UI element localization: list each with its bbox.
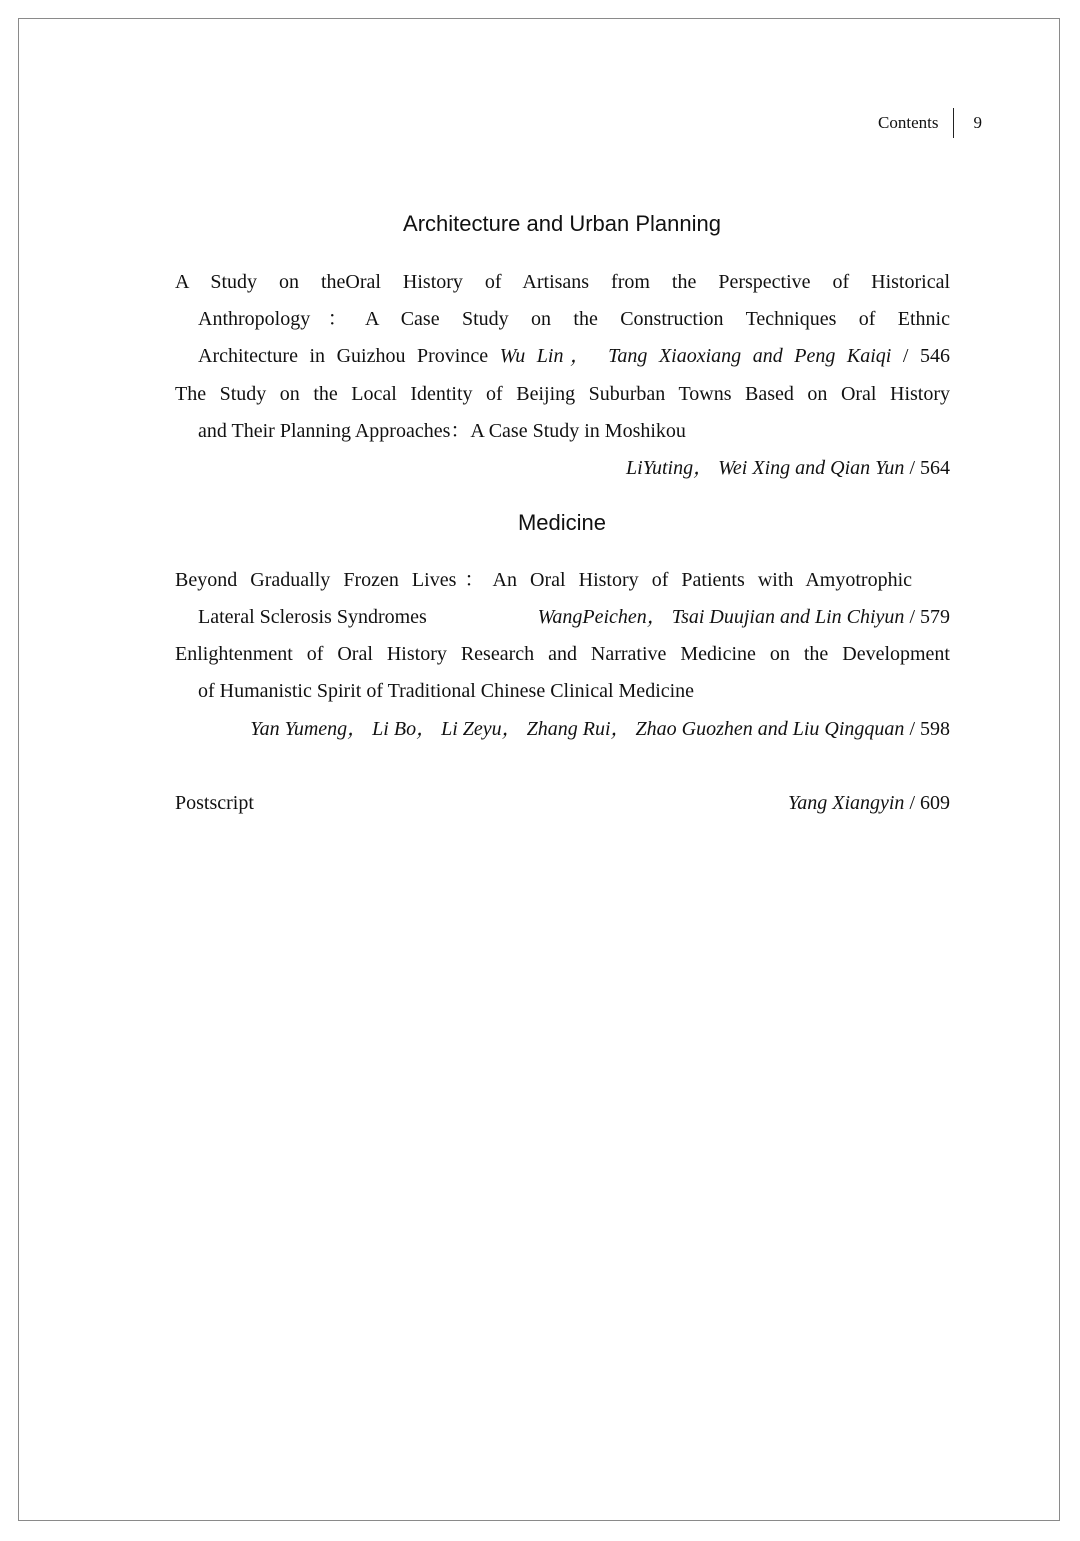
toc-entry-title-line: Beyond Gradually Frozen Lives：An Oral History of Patients with Amyotrophic bbox=[175, 569, 912, 591]
running-head-label: Contents bbox=[878, 113, 939, 132]
page-separator: / bbox=[891, 345, 921, 367]
toc-entry-title-line: Lateral Sclerosis Syndromes bbox=[198, 606, 427, 628]
section-heading-medicine: Medicine bbox=[517, 510, 607, 535]
toc-entry-last-line bbox=[198, 604, 950, 630]
toc-entry-authors: Yan Yumeng， Li Bo， Li Zeyu， Zhang Rui， Zhao Guozhen and Liu Qingquan bbox=[250, 718, 905, 740]
toc-entry-title-line: of Humanistic Spirit of Traditional Chinese Clinical Medicine bbox=[198, 680, 695, 702]
toc-entry-byline bbox=[175, 716, 950, 742]
toc-entry-title-line: Architecture in Guizhou Province bbox=[198, 345, 489, 367]
toc-entry-title-line: Anthropology：A Case Study on the Construction Techniques of Ethnic bbox=[198, 308, 950, 330]
toc-entry-title-line: Enlightenment of Oral History Research and Narrative Medicine on the Development bbox=[175, 643, 950, 665]
toc-entry-last-line bbox=[198, 343, 950, 369]
toc-postscript bbox=[175, 790, 950, 816]
toc-entry-page: 546 bbox=[920, 345, 951, 367]
page-separator: / bbox=[904, 792, 920, 814]
toc-entry-byline bbox=[175, 455, 950, 481]
page-separator: / bbox=[904, 457, 920, 479]
postscript-title: Postscript bbox=[175, 792, 254, 814]
toc-entry-page: 598 bbox=[920, 718, 950, 740]
page-frame bbox=[18, 18, 1060, 1521]
page-separator: / bbox=[904, 718, 920, 740]
section-heading-architecture: Architecture and Urban Planning bbox=[403, 211, 721, 236]
toc-entry-authors: LiYuting， Wei Xing and Qian Yun bbox=[626, 457, 905, 479]
running-head bbox=[878, 108, 982, 138]
page-number: 9 bbox=[973, 113, 982, 132]
postscript-authors: Yang Xiangyin bbox=[787, 792, 905, 814]
toc-entry-page: 579 bbox=[920, 606, 950, 628]
toc-entry-title-line: The Study on the Local Identity of Beijing Suburban Towns Based on Oral History bbox=[175, 383, 950, 405]
toc-entry-authors: WangPeichen， Tsai Duujian and Lin Chiyun bbox=[537, 606, 905, 628]
toc-entry-title-line: A Study on theOral History of Artisans from the Perspective of Historical bbox=[175, 271, 950, 293]
toc-entry-page: 564 bbox=[920, 457, 950, 479]
page-separator: / bbox=[904, 606, 920, 628]
toc-entry-title-line: and Their Planning Approaches：A Case Study in Moshikou bbox=[198, 420, 686, 442]
toc-entry-authors: Wu Lin， Tang Xiaoxiang and Peng Kaiqi bbox=[499, 345, 892, 367]
postscript-page: 609 bbox=[920, 792, 950, 814]
